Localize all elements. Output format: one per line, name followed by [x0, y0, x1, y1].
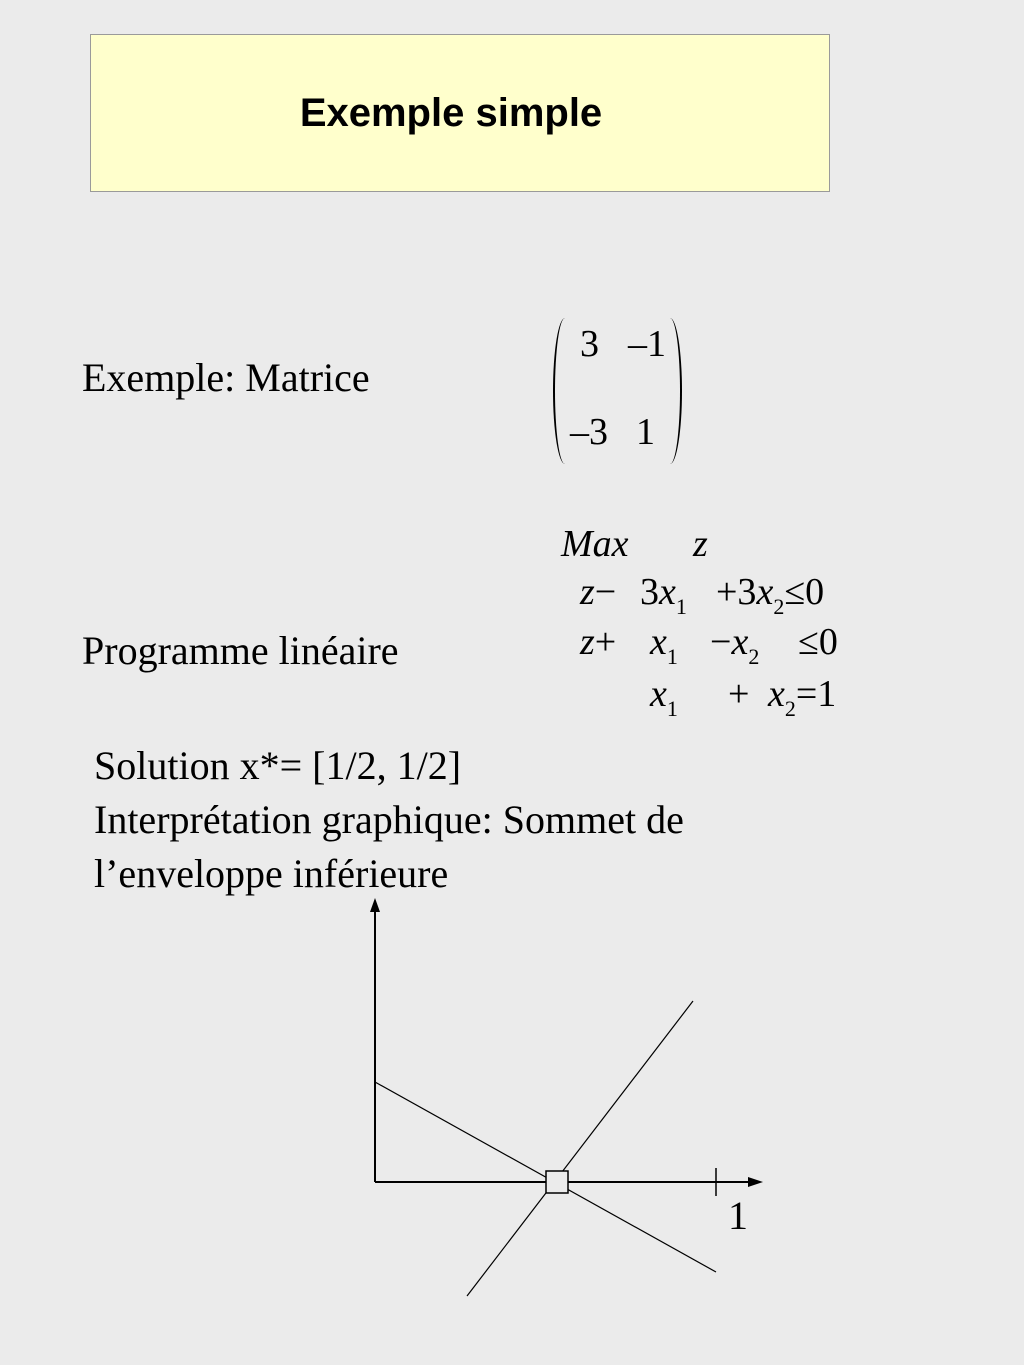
- page-title: Exemple simple: [299, 90, 603, 135]
- lp-c2-x2: x: [731, 621, 749, 663]
- lp-label: Programme linéaire: [82, 628, 399, 673]
- matrix-label: Exemple: Matrice: [82, 355, 370, 400]
- solution-line: Solution x*= [1/2, 1/2]: [94, 743, 462, 788]
- lp-c2-op2: −: [710, 621, 732, 663]
- lp-c3-sub1: 1: [666, 696, 678, 721]
- lp-c3-op: +: [728, 673, 750, 715]
- line-increasing: [467, 1001, 693, 1296]
- lp-c3-x2: x: [768, 673, 785, 715]
- matrix-cell-r2c2: 1: [636, 411, 655, 453]
- y-axis-arrow: [370, 898, 380, 912]
- lp-c1-coef1: 3: [640, 571, 659, 613]
- interpretation-line: Interprétation graphique: Sommet de: [94, 797, 684, 842]
- matrix-cell-r1c2: –1: [628, 323, 666, 365]
- lp-c1-sub2: 2: [773, 594, 785, 619]
- lp-c3-x1: x: [650, 673, 667, 715]
- lp-c3-rel: =1: [795, 673, 837, 715]
- x-tick-label: 1: [728, 1193, 748, 1238]
- lp-c1-rel: ≤0: [784, 571, 825, 613]
- optimum-marker: [546, 1171, 568, 1193]
- lp-c1-op2: +3: [716, 571, 757, 613]
- x-axis-arrow: [748, 1177, 763, 1187]
- matrix-cell-r1c1: 3: [580, 323, 599, 365]
- lp-c1-x2: x: [756, 571, 774, 613]
- lp-c2-sub2: 2: [748, 644, 760, 669]
- lp-objective-var: z: [693, 523, 708, 565]
- lp-c2-op1: +: [594, 621, 617, 663]
- lp-c2-sub1: 1: [666, 644, 678, 669]
- lp-c2-rel: ≤0: [798, 621, 838, 663]
- lp-c1-op1: −: [594, 571, 617, 613]
- lp-c1-x1: x: [659, 571, 676, 613]
- lp-c1-z: z: [580, 571, 595, 613]
- lp-c2-z: z: [580, 621, 595, 663]
- lp-c1-sub1: 1: [675, 594, 687, 619]
- lp-c2-x1: x: [650, 621, 667, 663]
- interpretation-line-2: l’enveloppe inférieure: [94, 851, 449, 896]
- lp-objective-max: Max: [561, 523, 629, 565]
- matrix-cell-r2c1: –3: [570, 411, 608, 453]
- lp-c3-sub2: 2: [784, 696, 796, 721]
